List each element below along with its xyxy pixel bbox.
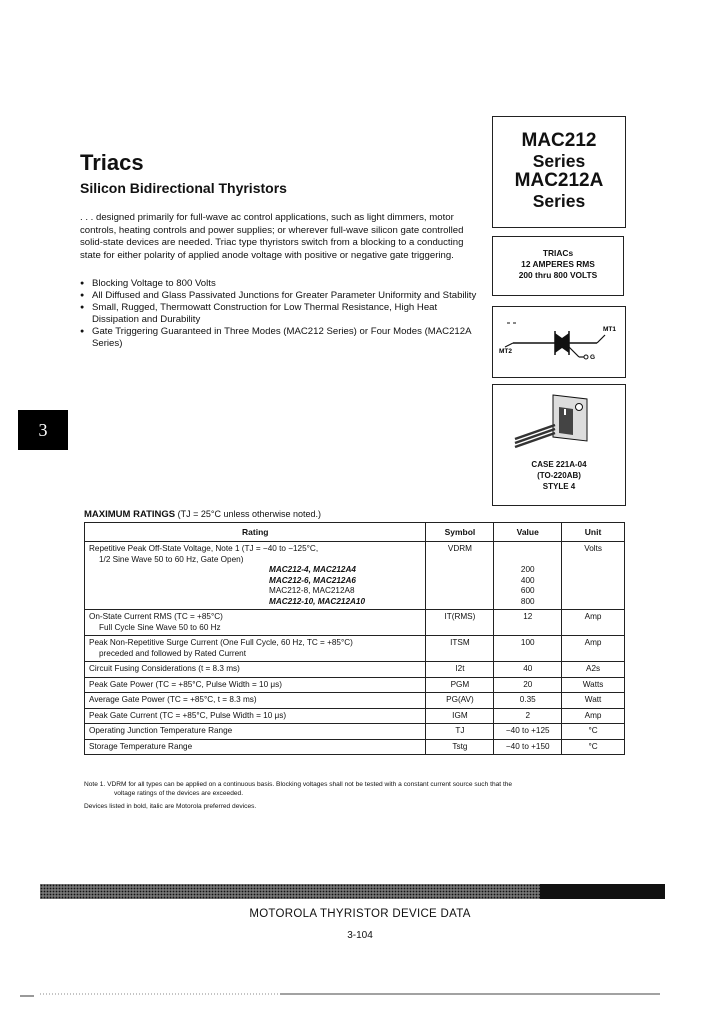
device-variant: MAC212-4, MAC212A4 (269, 565, 356, 574)
table-row (85, 708, 625, 724)
device-variant: MAC212-8, MAC212A8 (269, 586, 355, 595)
table-row (85, 542, 625, 610)
bottom-rule (20, 990, 670, 1000)
rating-text: Peak Gate Power (TC = +85°C, Pulse Width = 10 μs) (85, 677, 426, 693)
feature-item: ● All Diffused and Glass Passivated Junctions for Greater Parameter Uniformity and Stability (80, 290, 480, 302)
table-row (85, 662, 625, 678)
rating-text: preceded and followed by Rated Current (99, 648, 247, 658)
value-cell: 400 (520, 575, 535, 585)
table-header-row (85, 523, 625, 542)
value-cell: 40 (494, 662, 562, 678)
rating-text: 1/2 Sine Wave 50 to 60 Hz, Gate Open) (99, 554, 244, 564)
unit-cell: A2s (562, 662, 625, 678)
value-cell: 100 (494, 636, 562, 662)
rating-text: Average Gate Power (TC = +85°C, t = 8.3 ms) (85, 693, 426, 709)
table-row (85, 610, 625, 636)
desc-line: 12 AMPERES RMS (521, 259, 595, 269)
feature-item: ● Blocking Voltage to 800 Volts (80, 278, 480, 290)
symbol-cell: PG(AV) (426, 693, 494, 709)
ratings-heading (84, 509, 321, 520)
series-line: MAC212 (521, 130, 597, 151)
column-header: Value (494, 523, 562, 542)
rating-text: Repetitive Peak Off-State Voltage, Note 1 (TJ = −40 to −125°C, (89, 544, 319, 553)
feature-item: ● Gate Triggering Guaranteed in Three Modes (MAC212 Series) or Four Modes (MAC212A Series) (80, 326, 480, 350)
table-row (85, 693, 625, 709)
symbol-cell: Tstg (426, 739, 494, 755)
value-cell: 800 (520, 596, 535, 606)
unit-cell: Amp (562, 708, 625, 724)
value-cell: −40 to +150 (494, 739, 562, 755)
value-cell: 2 (494, 708, 562, 724)
table-row (85, 677, 625, 693)
feature-list (80, 278, 480, 350)
ratings-condition: (TJ = 25°C unless otherwise noted.) (177, 509, 322, 519)
max-ratings-table (84, 522, 625, 755)
mt2-label: MT2 (499, 348, 512, 355)
page-subtitle: Silicon Bidirectional Thyristors (80, 180, 287, 196)
triac-symbol-box (492, 306, 626, 378)
value-cell: 600 (520, 586, 535, 595)
unit-cell: Amp (562, 636, 625, 662)
intro-paragraph: . . . designed primarily for full-wave ac control applications, such as light dimmers, motor controls, heating controls and power supplies; or wherever full-wave silicon gate controlled solid-state devices are needed. Triac type thyristors switch from a blocking to a conducting state for either polarity of applied anode voltage with positive or negative gate triggering. (80, 212, 464, 261)
package-case-box (492, 384, 626, 506)
series-line: MAC212A (514, 170, 604, 191)
symbol-cell: PGM (426, 677, 494, 693)
table-row (85, 724, 625, 740)
value-cell: 12 (494, 610, 562, 636)
device-variant: MAC212-10, MAC212A10 (269, 596, 366, 606)
mt1-label: MT1 (603, 326, 616, 333)
case-line: CASE 221A-04 (531, 460, 587, 469)
section-tab: 3 (18, 410, 68, 450)
column-header: Symbol (426, 523, 494, 542)
unit-cell: °C (562, 724, 625, 740)
column-header: Rating (85, 523, 426, 542)
value-cell: 200 (520, 565, 535, 574)
table-row (85, 739, 625, 755)
rating-text: Storage Temperature Range (85, 739, 426, 755)
unit-cell: Volts (584, 544, 602, 553)
unit-cell: Amp (562, 610, 625, 636)
desc-line: 200 thru 800 VOLTS (518, 270, 598, 280)
note-line: Note 1. VDRM for all types can be applied on a continuous basis. Blocking voltages shall not be tested with a constant current source such that the (84, 781, 513, 788)
series-box (492, 116, 626, 228)
symbol-cell: VDRM (447, 544, 472, 553)
rating-text: Peak Non-Repetitive Surge Current (One Full Cycle, 60 Hz, TC = +85°C) (89, 638, 353, 647)
case-line: STYLE 4 (542, 482, 576, 491)
rating-text: Circuit Fusing Considerations (t = 8.3 ms) (85, 662, 426, 678)
note-line: Devices listed in bold, italic are Motorola preferred devices. (84, 803, 257, 810)
description-box (492, 236, 624, 296)
rating-text: Operating Junction Temperature Range (85, 724, 426, 740)
note-line: voltage ratings of the devices are exceeded. (114, 790, 244, 797)
symbol-cell: IGM (426, 708, 494, 724)
page-number: 3-104 (347, 930, 373, 941)
value-cell: 0.35 (494, 693, 562, 709)
desc-line: TRIACs (542, 248, 574, 258)
unit-cell: °C (562, 739, 625, 755)
device-variant: MAC212-6, MAC212A6 (269, 575, 356, 585)
symbol-cell: IT(RMS) (426, 610, 494, 636)
gate-label: G (590, 354, 596, 361)
series-line: Series (532, 151, 586, 171)
footer-band (40, 884, 665, 899)
value-cell: 20 (494, 677, 562, 693)
symbol-cell: TJ (426, 724, 494, 740)
case-line: (TO-220AB) (537, 471, 581, 480)
symbol-cell: I2t (426, 662, 494, 678)
rating-text: Full Cycle Sine Wave 50 to 60 Hz (99, 622, 221, 632)
triac-symbol-icon (493, 307, 625, 377)
footer-title: MOTOROLA THYRISTOR DEVICE DATA (249, 908, 471, 920)
ratings-title: MAXIMUM RATINGS (84, 509, 176, 520)
column-header: Unit (562, 523, 625, 542)
table-row (85, 636, 625, 662)
feature-item: ● Small, Rugged, Thermowatt Construction for Low Thermal Resistance, High Heat Dissipation and Durability (80, 302, 480, 326)
value-cell: −40 to +125 (494, 724, 562, 740)
series-line: Series (532, 191, 586, 211)
to220-package-icon (493, 385, 625, 459)
page-title: Triacs (80, 150, 144, 175)
unit-cell: Watt (562, 693, 625, 709)
table-notes (84, 780, 624, 811)
rating-text: Peak Gate Current (TC = +85°C, Pulse Width = 10 μs) (85, 708, 426, 724)
unit-cell: Watts (562, 677, 625, 693)
rating-text: On-State Current RMS (TC = +85°C) (89, 612, 223, 621)
symbol-cell: ITSM (426, 636, 494, 662)
